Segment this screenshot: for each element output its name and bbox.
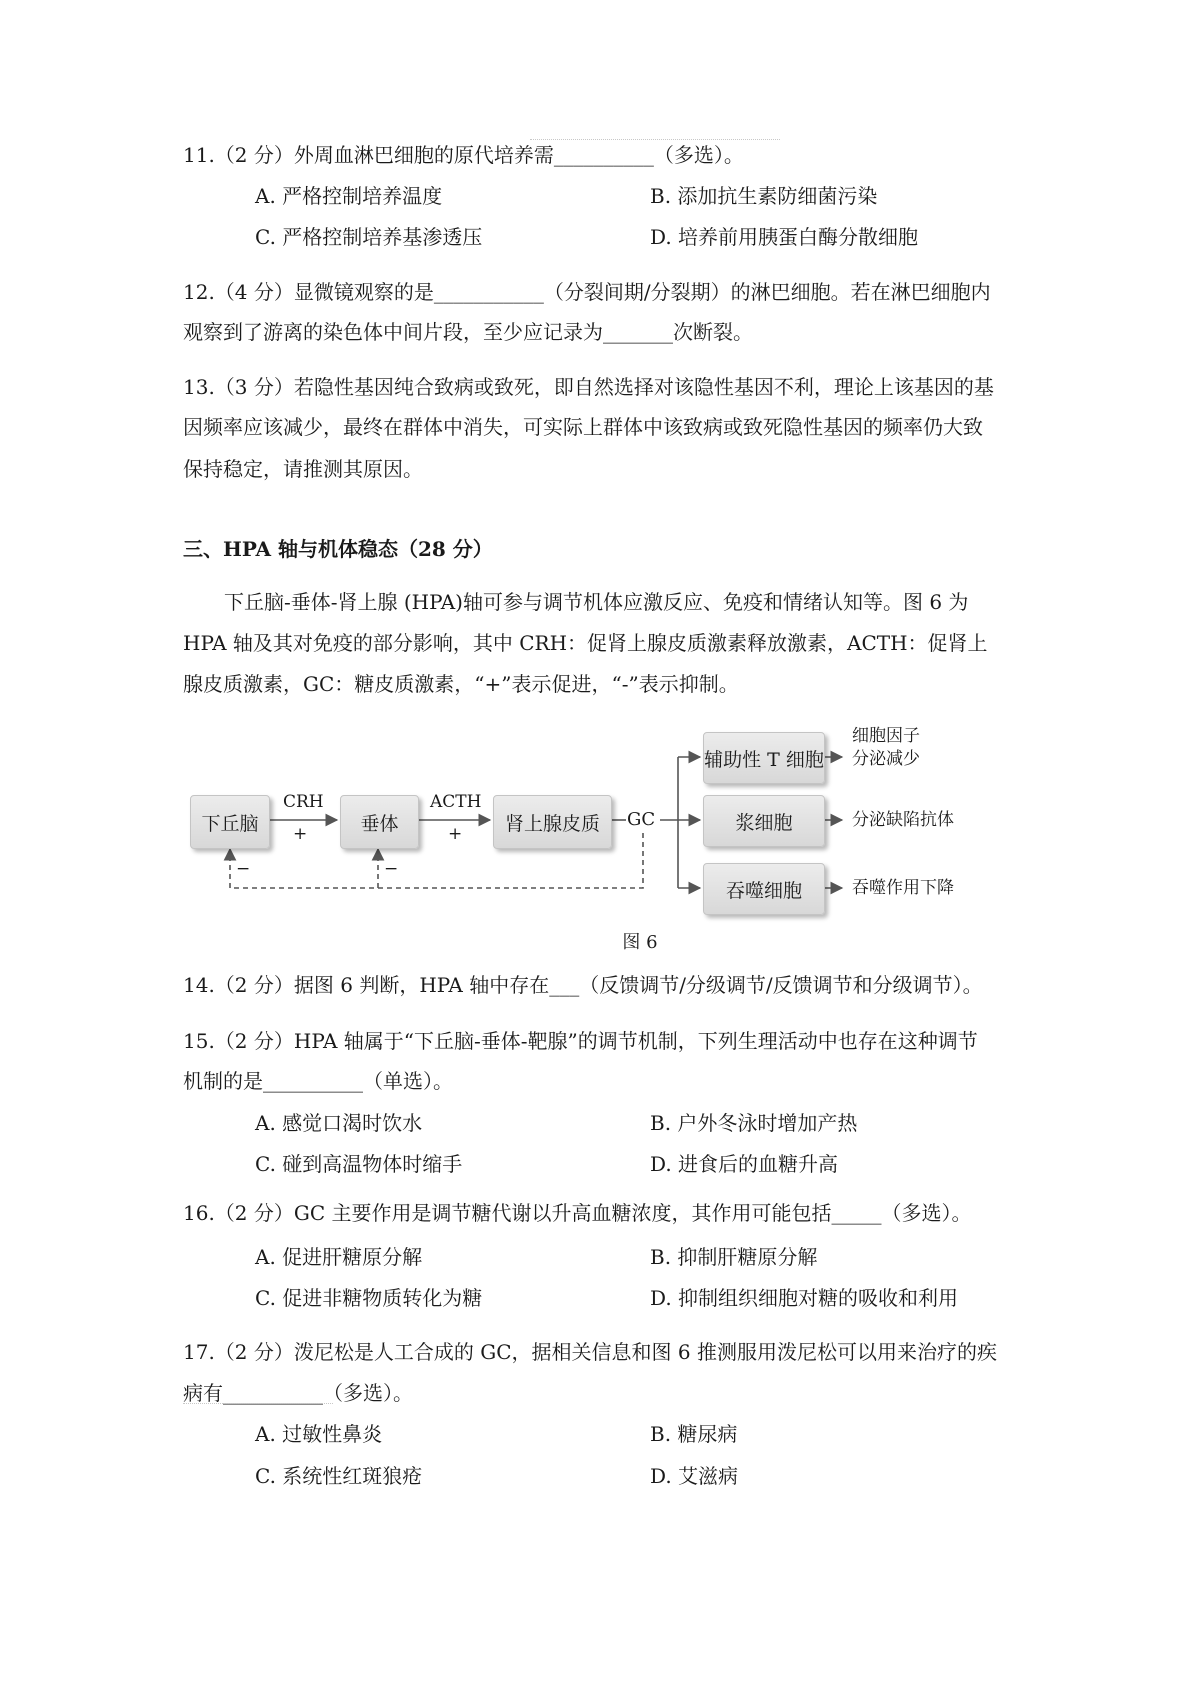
question-16-stem: 16.（2 分）GC 主要作用是调节糖代谢以升高血糖浓度，其作用可能包括_____（多选）。 — [183, 1201, 972, 1225]
question-12-line-2: 观察到了游离的染色体中间片段，至少应记录为_______次断裂。 — [183, 320, 753, 344]
feedback-sign-hypothalamus: − — [236, 859, 251, 879]
question-13-line-3: 保持稳定，请推测其原因。 — [183, 457, 423, 481]
helper-t-cell-box: 辅助性 T 细胞 — [703, 732, 825, 784]
plasma-cell-box: 浆细胞 — [703, 795, 825, 847]
section-3-intro-line-1: 下丘脑-垂体-肾上腺 (HPA)轴可参与调节机体应激反应、免疫和情绪认知等。图 6 为 — [224, 590, 969, 614]
phagocyte-box: 吞噬细胞 — [703, 863, 825, 915]
acth-sign: + — [448, 824, 463, 844]
phagocyte-effect: 吞噬作用下降 — [852, 878, 954, 898]
plasma-effect: 分泌缺陷抗体 — [852, 810, 954, 830]
feedback-sign-pituitary: − — [384, 859, 399, 879]
crh-sign: + — [293, 824, 308, 844]
figure-6-diagram — [190, 725, 1040, 925]
section-3-heading: 三、HPA 轴与机体稳态（28 分） — [183, 537, 493, 561]
q17-option-a: A. 过敏性鼻炎 — [255, 1422, 383, 1446]
section-3-intro-line-3: 腺皮质激素，GC：糖皮质激素，“+”表示促进，“-”表示抑制。 — [183, 672, 739, 696]
q16-option-b: B. 抑制肝糖原分解 — [650, 1245, 818, 1269]
section-3-intro-line-2: HPA 轴及其对免疫的部分影响，其中 CRH：促肾上腺皮质激素释放激素，ACTH：促肾上 — [183, 631, 988, 655]
acth-label: ACTH — [430, 792, 482, 812]
question-13-line-2: 因频率应该减少，最终在群体中消失，可实际上群体中该致病或致死隐性基因的频率仍大致 — [183, 415, 983, 439]
pituitary-box: 垂体 — [340, 795, 419, 849]
dotted-mark — [530, 139, 780, 140]
q17-option-b: B. 糖尿病 — [650, 1422, 738, 1446]
q11-option-c: C. 严格控制培养基渗透压 — [255, 225, 483, 249]
q11-option-d: D. 培养前用胰蛋白酶分散细胞 — [650, 225, 919, 249]
q17-option-c: C. 系统性红斑狼疮 — [255, 1464, 423, 1488]
figure-6-caption: 图 6 — [622, 932, 658, 953]
question-14-stem: 14.（2 分）据图 6 判断，HPA 轴中存在___（反馈调节/分级调节/反馈调节和分级调节）。 — [183, 973, 983, 997]
q11-option-a: A. 严格控制培养温度 — [255, 184, 443, 208]
adrenal-cortex-box: 肾上腺皮质 — [493, 795, 612, 849]
q16-option-d: D. 抑制组织细胞对糖的吸收和利用 — [650, 1286, 959, 1310]
gc-label: GC — [627, 809, 656, 830]
question-17-line-1: 17.（2 分）泼尼松是人工合成的 GC，据相关信息和图 6 推测服用泼尼松可以用来治疗的疾 — [183, 1340, 997, 1364]
q15-option-c: C. 碰到高温物体时缩手 — [255, 1152, 463, 1176]
question-11-stem: 11.（2 分）外周血淋巴细胞的原代培养需__________（多选）。 — [183, 143, 744, 167]
hypothalamus-box: 下丘脑 — [190, 795, 270, 849]
q15-option-b: B. 户外冬泳时增加产热 — [650, 1111, 858, 1135]
question-15-line-1: 15.（2 分）HPA 轴属于“下丘脑-垂体-靶腺”的调节机制，下列生理活动中也存在这种调节 — [183, 1029, 978, 1053]
question-15-line-2: 机制的是__________（单选）。 — [183, 1069, 453, 1093]
q11-option-b: B. 添加抗生素防细菌污染 — [650, 184, 878, 208]
q16-option-a: A. 促进肝糖原分解 — [255, 1245, 423, 1269]
dotted-mark — [183, 1403, 333, 1404]
helper-t-effect-line-1: 细胞因子 — [852, 726, 920, 746]
helper-t-effect-line-2: 分泌减少 — [852, 749, 920, 769]
question-12-line-1: 12.（4 分）显微镜观察的是___________（分裂间期/分裂期）的淋巴细胞。若在淋巴细胞内 — [183, 280, 991, 304]
question-13-line-1: 13.（3 分）若隐性基因纯合致病或致死，即自然选择对该隐性基因不利，理论上该基因的基 — [183, 375, 994, 399]
question-17-line-2: 病有__________（多选）。 — [183, 1381, 413, 1405]
q16-option-c: C. 促进非糖物质转化为糖 — [255, 1286, 483, 1310]
q15-option-a: A. 感觉口渴时饮水 — [255, 1111, 423, 1135]
crh-label: CRH — [283, 792, 324, 812]
q17-option-d: D. 艾滋病 — [650, 1464, 739, 1488]
q15-option-d: D. 进食后的血糖升高 — [650, 1152, 839, 1176]
